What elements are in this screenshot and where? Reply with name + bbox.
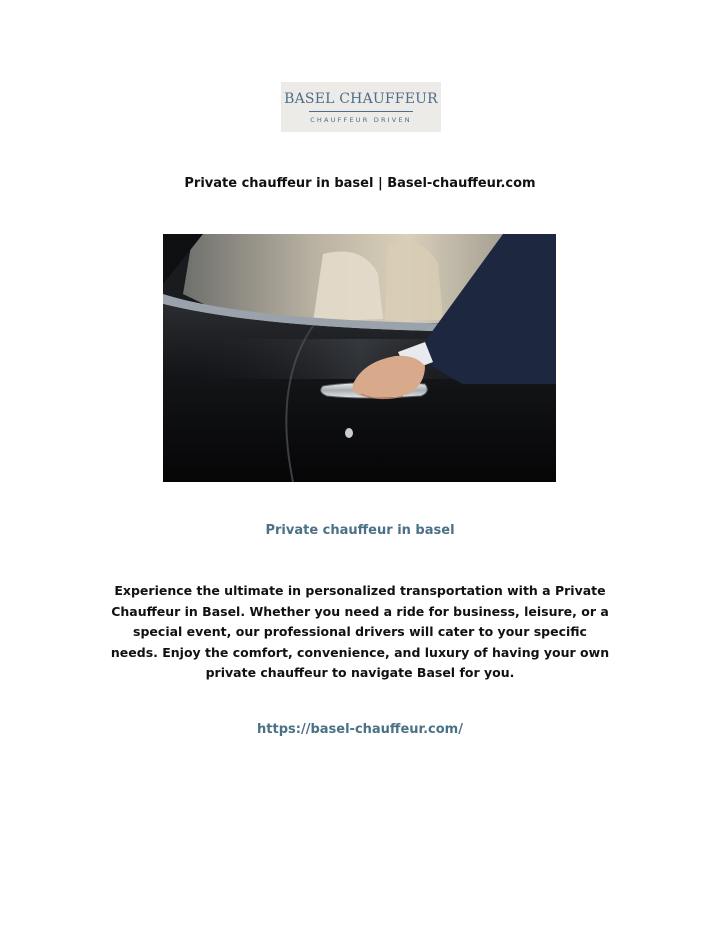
car-door-handle-photo-icon (163, 234, 556, 482)
logo-divider (309, 111, 413, 112)
description-paragraph: Experience the ultimate in personalized transportation with a Private Chauffeur in Basel. Whether you need a ride for business, leisure, or a special event, our professional drivers will cater to your specific needs. Enjoy the comfort, convenience, and luxury of having your own private chauffeur to navigate Basel for you. (110, 583, 610, 680)
website-link[interactable]: https://basel-chauffeur.com/ (257, 722, 463, 737)
section-heading: Private chauffeur in basel (265, 523, 455, 538)
logo-tagline: CHAUFFEUR DRIVEN (310, 116, 412, 124)
hero-image (163, 234, 556, 482)
brand-logo (281, 82, 441, 132)
page-title: Private chauffeur in basel | Basel-chauffeur.com (184, 176, 536, 191)
logo-name: BASEL CHAUFFEUR (284, 91, 438, 107)
